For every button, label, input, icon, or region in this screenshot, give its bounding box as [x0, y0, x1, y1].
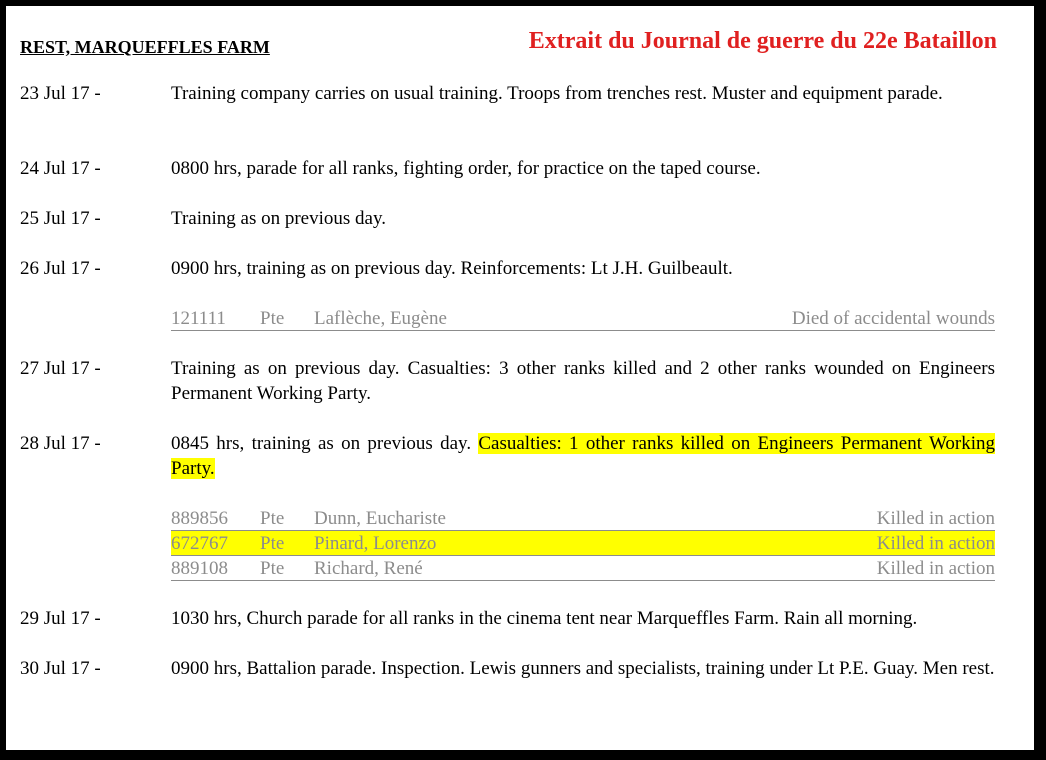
casualty-name: Laflèche, Eugène [314, 308, 447, 329]
journal-entry [20, 356, 995, 406]
entry-date: 23 Jul 17 - [20, 83, 101, 104]
service-number: 121111 [171, 308, 226, 329]
casualty-row [171, 556, 995, 581]
casualty-row [171, 306, 995, 331]
journal-entry [20, 256, 995, 281]
casualty-status: Died of accidental wounds [791, 308, 995, 329]
entry-text: 0800 hrs, parade for all ranks, fighting order, for practice on the taped course. [171, 158, 761, 179]
entry-text-plain: 0845 hrs, training as on previous day. [171, 433, 479, 454]
casualty-name: Richard, René [314, 558, 423, 579]
service-number: 672767 [171, 533, 228, 554]
entry-date: 26 Jul 17 - [20, 258, 101, 279]
journal-entry [20, 206, 995, 231]
journal-entry [20, 606, 995, 631]
service-number: 889856 [171, 508, 228, 529]
casualty-rank: Pte [260, 558, 285, 579]
casualty-rank: Pte [260, 533, 285, 554]
entry-text: 0900 hrs, Battalion parade. Inspection. Lewis gunners and specialists, training under Lt P.E. Guay. Men rest. [171, 658, 995, 679]
entry-text [171, 431, 995, 481]
casualty-row-highlighted [171, 531, 995, 556]
document-title: Extrait du Journal de guerre du 22e Bataillon [528, 28, 997, 54]
journal-entry [20, 81, 995, 106]
casualty-row [171, 506, 995, 531]
journal-entry [20, 431, 995, 481]
entry-date: 30 Jul 17 - [20, 658, 101, 679]
journal-entry [20, 156, 995, 181]
casualty-status: Killed in action [876, 508, 995, 529]
entry-date: 24 Jul 17 - [20, 158, 101, 179]
casualty-rank: Pte [260, 308, 285, 329]
location-heading: REST, MARQUEFFLES FARM [20, 37, 270, 57]
entry-date: 29 Jul 17 - [20, 608, 101, 629]
journal-entry [20, 656, 995, 681]
entry-text: 1030 hrs, Church parade for all ranks in the cinema tent near Marqueffles Farm. Rain all morning. [171, 608, 918, 629]
entry-text: Training as on previous day. Casualties: 3 other ranks killed and 2 other ranks wounded on Engineers Permanent Working Party. [171, 358, 995, 404]
entry-text: 0900 hrs, training as on previous day. Reinforcements: Lt J.H. Guilbeault. [171, 258, 733, 279]
casualty-name: Pinard, Lorenzo [314, 533, 437, 554]
casualty-name: Dunn, Eucharistе [314, 508, 446, 529]
casualty-rank: Pte [260, 508, 285, 529]
entry-text: Training as on previous day. [171, 208, 386, 229]
service-number: 889108 [171, 558, 228, 579]
entry-date: 28 Jul 17 - [20, 433, 101, 454]
highlighted-casualty-note: Casualties: 1 other ranks killed on Engineers Permanent Working Party. [171, 433, 995, 479]
entry-date: 27 Jul 17 - [20, 358, 101, 379]
casualty-status: Killed in action [876, 558, 995, 579]
casualty-status: Killed in action [876, 533, 995, 554]
entry-date: 25 Jul 17 - [20, 208, 101, 229]
entry-text: Training company carries on usual training. Troops from trenches rest. Muster and equipment parade. [171, 83, 943, 104]
journal-page [6, 6, 1034, 750]
